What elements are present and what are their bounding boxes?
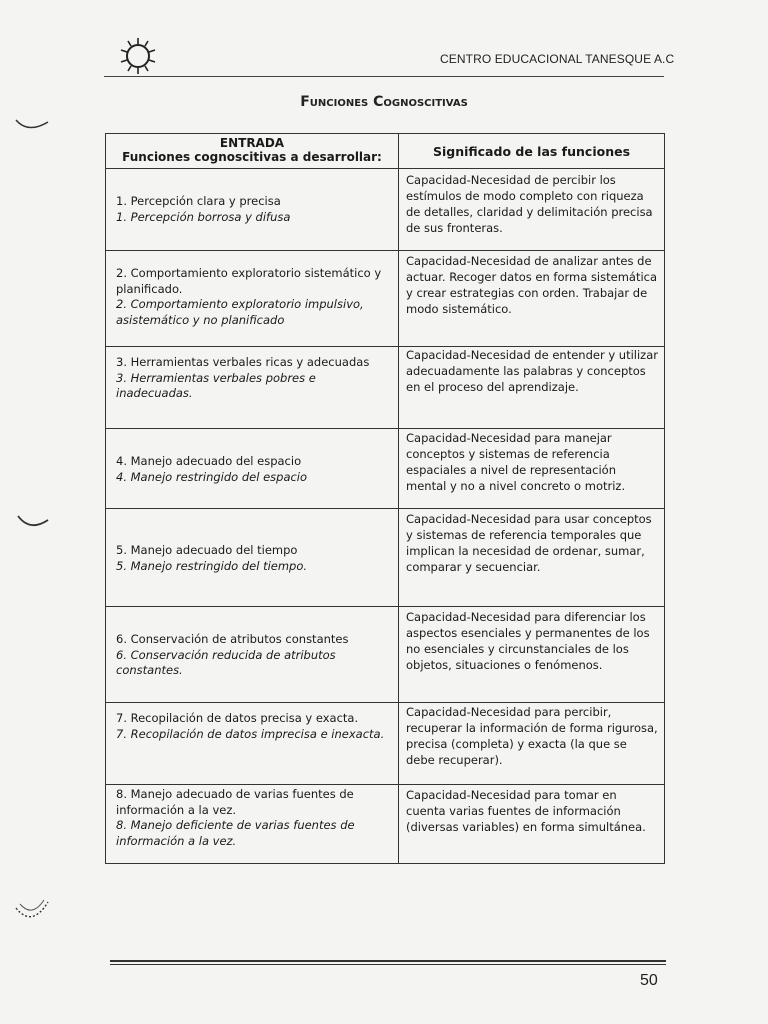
function-cell <box>116 787 388 849</box>
function-cell <box>116 355 388 402</box>
footer-rule <box>110 960 666 962</box>
function-deficient: 6. Conservación reducida de atributos constantes. <box>116 647 336 677</box>
header-left <box>106 136 398 164</box>
function-cell <box>116 454 388 485</box>
table-row <box>106 346 664 429</box>
scan-mark-icon <box>14 116 54 136</box>
scan-mark-icon <box>14 512 54 534</box>
function-deficient: 3. Herramientas verbales pobres e inadecuadas. <box>116 370 316 400</box>
header-rule <box>104 76 664 77</box>
table-row <box>106 250 664 347</box>
function-adequate: 2. Comportamiento exploratorio sistemático y planificado. <box>116 266 382 296</box>
table-header <box>106 134 664 169</box>
functions-table <box>105 133 665 864</box>
function-cell <box>116 266 388 328</box>
function-deficient: 2. Comportamiento exploratorio impulsivo, asistemático y no planificado <box>116 297 364 327</box>
meaning-cell: Capacidad-Necesidad para usar conceptos y sistemas de referencia temporales que implican la necesidad de ordenar, sumar, comparar y secuenciar. <box>406 512 652 574</box>
function-cell <box>116 194 388 225</box>
table-row <box>106 702 664 785</box>
hole-punch-icon <box>10 888 56 934</box>
meaning-cell: Capacidad-Necesidad de percibir los estímulos de modo completo con riqueza de detalles, claridad y delimitación precisa de sus fronteras. <box>406 173 653 235</box>
school-logo <box>116 34 160 78</box>
meaning-cell: Capacidad-Necesidad de entender y utilizar adecuadamente las palabras y conceptos en el proceso del aprendizaje. <box>406 348 658 394</box>
function-adequate: 3. Herramientas verbales ricas y adecuadas <box>116 355 370 369</box>
meaning-cell: Capacidad-Necesidad para manejar conceptos y sistemas de referencia espaciales a nivel de representación mental y no a nivel concreto o motriz. <box>406 431 626 493</box>
function-adequate: 8. Manejo adecuado de varias fuentes de información a la vez. <box>116 787 354 817</box>
meaning-cell: Capacidad-Necesidad para diferenciar los aspectos esenciales y permanentes de los no esenciales y circunstanciales de los objetos, situaciones o fenómenos. <box>406 610 650 672</box>
organization-name: CENTRO EDUCACIONAL TANESQUE A.C <box>440 52 675 66</box>
function-adequate: 6. Conservación de atributos constantes <box>116 632 349 646</box>
footer-rule-thin <box>110 964 666 965</box>
function-cell <box>116 711 388 742</box>
function-deficient: 7. Recopilación de datos imprecisa e inexacta. <box>116 726 385 741</box>
function-adequate: 4. Manejo adecuado del espacio <box>116 454 302 468</box>
header-left-subtitle: Funciones cognoscitivas a desarrollar: <box>122 150 382 164</box>
function-adequate: 7. Recopilación de datos precisa y exacta. <box>116 711 359 725</box>
function-adequate: 1. Percepción clara y precisa <box>116 194 281 208</box>
header-left-title: ENTRADA <box>219 136 285 150</box>
meaning-cell: Capacidad-Necesidad para tomar en cuenta varias fuentes de información (diversas variables) en forma simultánea. <box>406 788 646 834</box>
function-deficient: 8. Manejo deficiente de varias fuentes de información a la vez. <box>116 818 355 848</box>
table-row <box>106 168 664 251</box>
table-row <box>106 428 664 509</box>
meaning-cell: Capacidad-Necesidad de analizar antes de actuar. Recoger datos en forma sistemática y crear estrategias con orden. Trabajar de modo sistemático. <box>406 254 658 316</box>
header-right: Significado de las funciones <box>432 143 631 159</box>
page-title: Funciones Cognoscitivas <box>300 94 468 110</box>
function-deficient: 4. Manejo restringido del espacio <box>116 469 308 484</box>
table-row <box>106 784 664 863</box>
function-deficient: 1. Percepción borrosa y difusa <box>116 209 291 224</box>
function-cell <box>116 543 388 574</box>
table-row <box>106 606 664 703</box>
function-cell <box>116 632 388 679</box>
page-number: 50 <box>640 972 658 989</box>
function-adequate: 5. Manejo adecuado del tiempo <box>116 543 298 557</box>
function-deficient: 5. Manejo restringido del tiempo. <box>116 558 308 573</box>
table-row <box>106 508 664 607</box>
meaning-cell: Capacidad-Necesidad para percibir, recuperar la información de forma rigurosa, precisa (completa) y exacta (la que se debe recuperar). <box>406 705 658 767</box>
